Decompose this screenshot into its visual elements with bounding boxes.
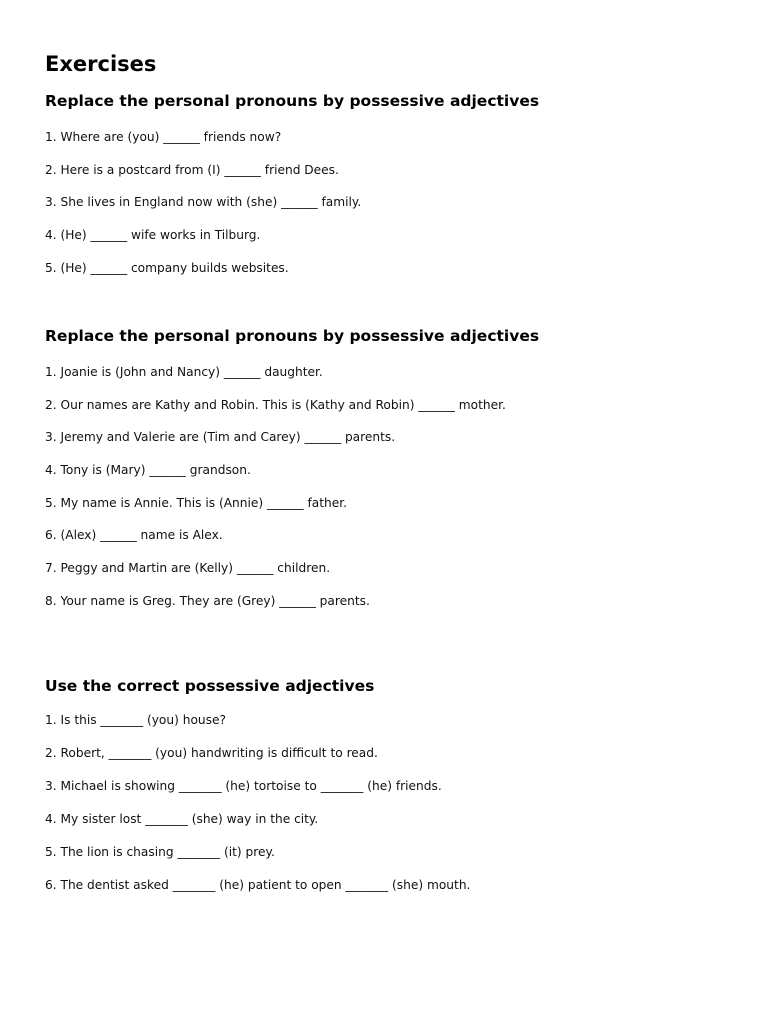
exercise-item: 8. Your name is Greg. They are (Grey) ______ parents. — [45, 594, 370, 608]
exercise-item: 3. Michael is showing _______ (he) tortoise to _______ (he) friends. — [45, 779, 442, 793]
exercise-item: 1. Is this _______ (you) house? — [45, 713, 226, 727]
exercise-item: 3. She lives in England now with (she) ______ family. — [45, 195, 362, 209]
exercise-section-3 — [45, 675, 745, 892]
page-title: Exercises — [45, 52, 157, 76]
exercise-item: 1. Joanie is (John and Nancy) ______ daughter. — [45, 365, 323, 379]
exercise-item: 2. Robert, _______ (you) handwriting is difficult to read. — [45, 746, 378, 760]
exercise-item: 5. (He) ______ company builds websites. — [45, 261, 289, 275]
section-heading: Use the correct possessive adjectives — [45, 677, 375, 695]
exercise-item: 5. My name is Annie. This is (Annie) ______ father. — [45, 496, 347, 510]
exercise-item: 1. Where are (you) ______ friends now? — [45, 130, 282, 144]
exercise-item: 4. (He) ______ wife works in Tilburg. — [45, 228, 261, 242]
exercise-item: 4. Tony is (Mary) ______ grandson. — [45, 463, 251, 477]
exercise-section-2 — [45, 325, 745, 608]
exercise-item: 2. Our names are Kathy and Robin. This is (Kathy and Robin) ______ mother. — [45, 398, 506, 412]
exercise-item: 6. (Alex) ______ name is Alex. — [45, 528, 223, 542]
exercise-item: 7. Peggy and Martin are (Kelly) ______ children. — [45, 561, 331, 575]
exercise-item: 3. Jeremy and Valerie are (Tim and Carey) ______ parents. — [45, 430, 396, 444]
exercise-item: 6. The dentist asked _______ (he) patient to open _______ (she) mouth. — [45, 878, 471, 892]
exercise-item: 4. My sister lost _______ (she) way in the city. — [45, 812, 319, 826]
section-heading: Replace the personal pronouns by possessive adjectives — [45, 92, 540, 110]
exercise-item: 2. Here is a postcard from (I) ______ friend Dees. — [45, 163, 339, 177]
section-heading: Replace the personal pronouns by possessive adjectives — [45, 327, 540, 345]
exercise-item: 5. The lion is chasing _______ (it) prey. — [45, 845, 275, 859]
exercise-section-1 — [45, 90, 745, 275]
